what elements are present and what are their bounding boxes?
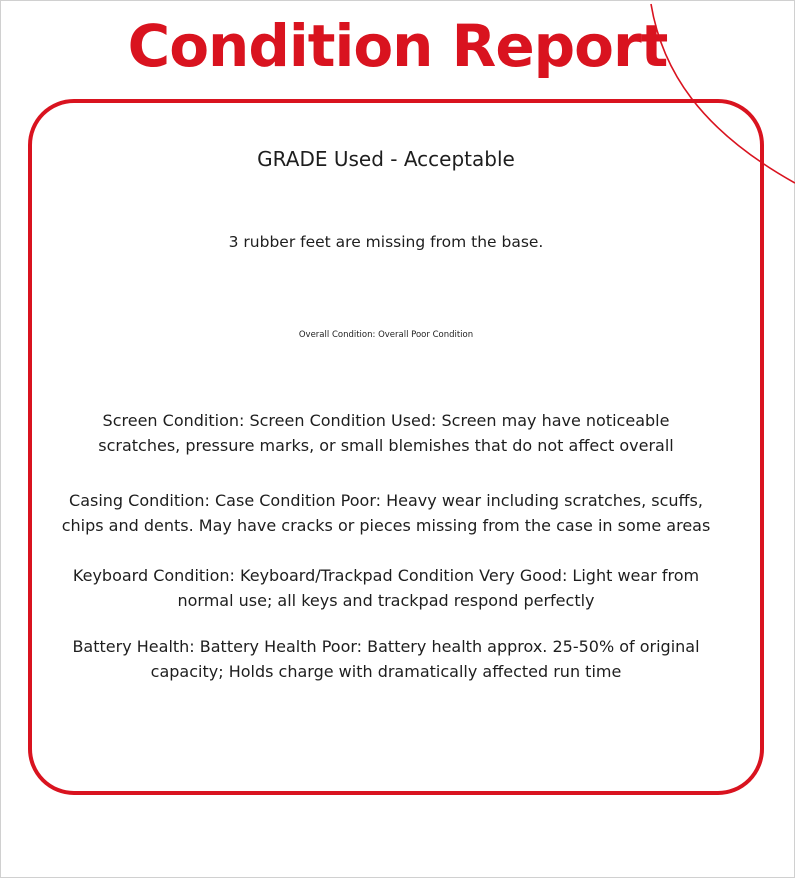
note-text: 3 rubber feet are missing from the base. xyxy=(228,233,544,251)
battery-health-text: Battery Health: Battery Health Poor: Battery health approx. 25-50% of original capacity; Holds charge with dramatically affected run time xyxy=(72,637,700,681)
report-title: Condition Report xyxy=(127,12,668,80)
screen-condition-text: Screen Condition: Screen Condition Used: Screen may have noticeable scratches, pressure marks, or small blemishes that do not affect overall xyxy=(98,411,674,455)
keyboard-condition-text: Keyboard Condition: Keyboard/Trackpad Condition Very Good: Light wear from normal use; all keys and trackpad respond perfectly xyxy=(72,566,700,610)
overall-condition-text: Overall Condition: Overall Poor Condition xyxy=(298,330,474,340)
casing-condition-text: Casing Condition: Case Condition Poor: Heavy wear including scratches, scuffs, chips and dents. May have cracks or pieces missing from the case in some areas xyxy=(61,491,711,535)
grade-text: GRADE Used - Acceptable xyxy=(257,147,515,171)
